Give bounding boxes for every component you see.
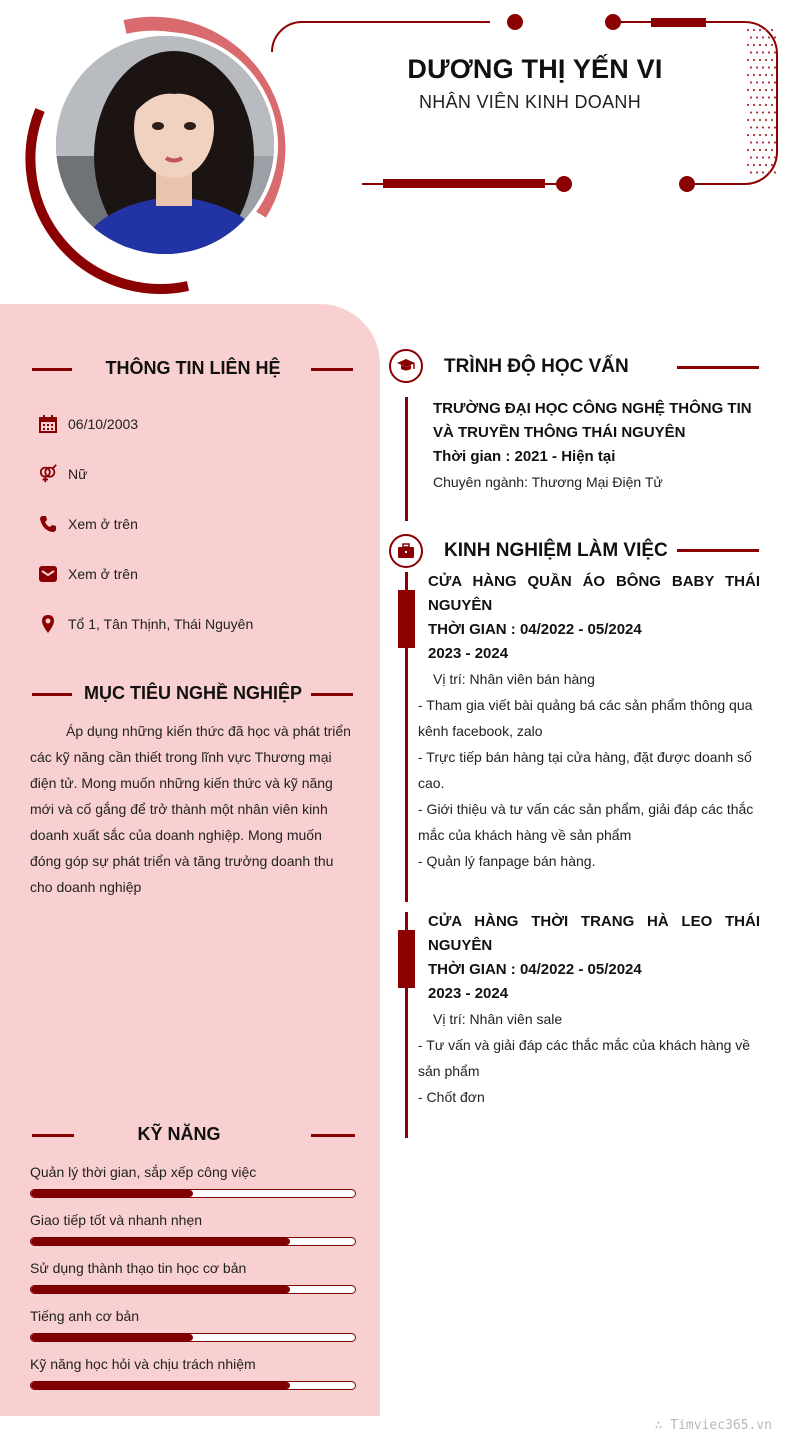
skill-label: Kỹ năng học hỏi và chịu trách nhiệm [30,1356,256,1372]
logo-icon: ∴ [654,1418,671,1433]
address-text: Tổ 1, Tân Thịnh, Thái Nguyên [68,616,254,632]
contact-phone [38,514,138,534]
graduation-cap-icon [396,358,416,374]
email-text: Xem ở trên [68,566,138,582]
skill-level-fill [31,1286,290,1293]
objective-body: Áp dụng những kiến thức đã học và phát triển các kỹ năng cần thiết trong lĩnh vực Thương mại điện tử. Mong muốn những kiến thức và kỹ năng mới và cố gắng để trở thành một nhân viên kinh doanh xuất sắc của doanh nghiệp. Mong muốn đóng góp sự phát triển và tăng trưởng doanh thu cho doanh nghiệp [30,723,351,895]
job-duty: - Chốt đơn [418,1089,485,1105]
divider [311,693,353,696]
avatar-photo [56,36,278,258]
skill-label: Sử dụng thành thạo tin học cơ bản [30,1260,247,1276]
education-section-title: TRÌNH ĐỘ HỌC VẤN [444,356,629,377]
skill-level-fill [31,1382,290,1389]
gender-text: Nữ [68,466,88,482]
job-duty: - Trực tiếp bán hàng tại cửa hàng, đặt được doanh số cao. [418,749,752,791]
education-major: Chuyên ngành: Thương Mại Điện Tử [433,474,663,490]
education-icon-badge [389,349,423,383]
candidate-name: DƯƠNG THỊ YẾN VI [407,54,663,84]
job-position: Vị trí: Nhân viên bán hàng [433,671,595,687]
divider [677,549,759,552]
skill-level-bar [30,1237,356,1246]
divider [32,368,72,371]
job-period-years: 2023 - 2024 [428,645,509,662]
email-icon [38,564,58,584]
candidate-role: NHÂN VIÊN KINH DOANH [418,92,642,112]
education-school: TRƯỜNG ĐẠI HỌC CÔNG NGHỆ THÔNG TIN VÀ TRUYỀN THÔNG THÁI NGUYÊN [433,400,752,441]
contact-address [38,614,253,634]
location-icon [38,614,58,634]
job-duty: - Quản lý fanpage bán hàng. [418,853,596,869]
skill-label: Giao tiếp tốt và nhanh nhẹn [30,1212,203,1228]
job-duty: - Tham gia viết bài quảng bá các sản phẩm thông qua kênh facebook, zalo [418,697,753,739]
footer-brand: Timviec365.vn [670,1418,772,1433]
experience-section-title: KINH NGHIỆM LÀM VIỆC [444,540,668,561]
skill-level-bar [30,1333,356,1342]
job-position: Vị trí: Nhân viên sale [433,1011,563,1027]
skill-level-fill [31,1190,193,1197]
contact-gender [38,464,87,484]
skill-label: Quản lý thời gian, sắp xếp công việc [30,1164,257,1180]
divider [311,1134,355,1137]
skill-level-bar [30,1381,356,1390]
birthdate-text: 06/10/2003 [68,416,139,432]
objective-section-title: MỤC TIÊU NGHỀ NGHIỆP [83,683,302,703]
job-period: THỜI GIAN : 04/2022 - 05/2024 [428,961,642,978]
job-period-years: 2023 - 2024 [428,985,509,1002]
job-company: CỬA HÀNG QUẦN ÁO BÔNG BABY THÁI NGUYÊN [428,573,760,614]
phone-text: Xem ở trên [68,516,138,532]
gender-icon [38,464,58,484]
divider [32,1134,74,1137]
timeline-line [405,397,408,521]
avatar [52,32,278,258]
job-period: THỜI GIAN : 04/2022 - 05/2024 [428,621,642,638]
experience-icon-badge [389,534,423,568]
contact-email [38,564,138,584]
timeline-marker [398,930,415,988]
skill-level-fill [31,1238,290,1245]
job-entry-1 [418,570,760,874]
contact-section-title: THÔNG TIN LIÊN HỆ [105,358,281,378]
contact-birthdate [38,414,138,434]
divider [311,368,353,371]
job-company: CỬA HÀNG THỜI TRANG HÀ LEO THÁI NGUYÊN [428,913,760,954]
skill-level-bar [30,1189,356,1198]
skill-level-fill [31,1334,193,1341]
job-entry-2 [418,910,760,1110]
objective-text [30,718,352,900]
divider [32,693,72,696]
calendar-icon [38,414,58,434]
job-duty: - Tư vấn và giải đáp các thắc mắc của khách hàng về sản phẩm [418,1037,751,1079]
education-period: Thời gian : 2021 - Hiện tại [433,448,616,465]
phone-icon [38,514,58,534]
footer-watermark [655,1418,772,1433]
skills-section-title: KỸ NĂNG [137,1124,221,1144]
skill-label: Tiếng anh cơ bản [30,1308,140,1324]
briefcase-icon [397,543,415,559]
timeline-marker [398,590,415,648]
divider [677,366,759,369]
job-duty: - Giới thiệu và tư vấn các sản phẩm, giải đáp các thắc mắc của khách hàng về sản phẩm [418,801,754,843]
skill-level-bar [30,1285,356,1294]
